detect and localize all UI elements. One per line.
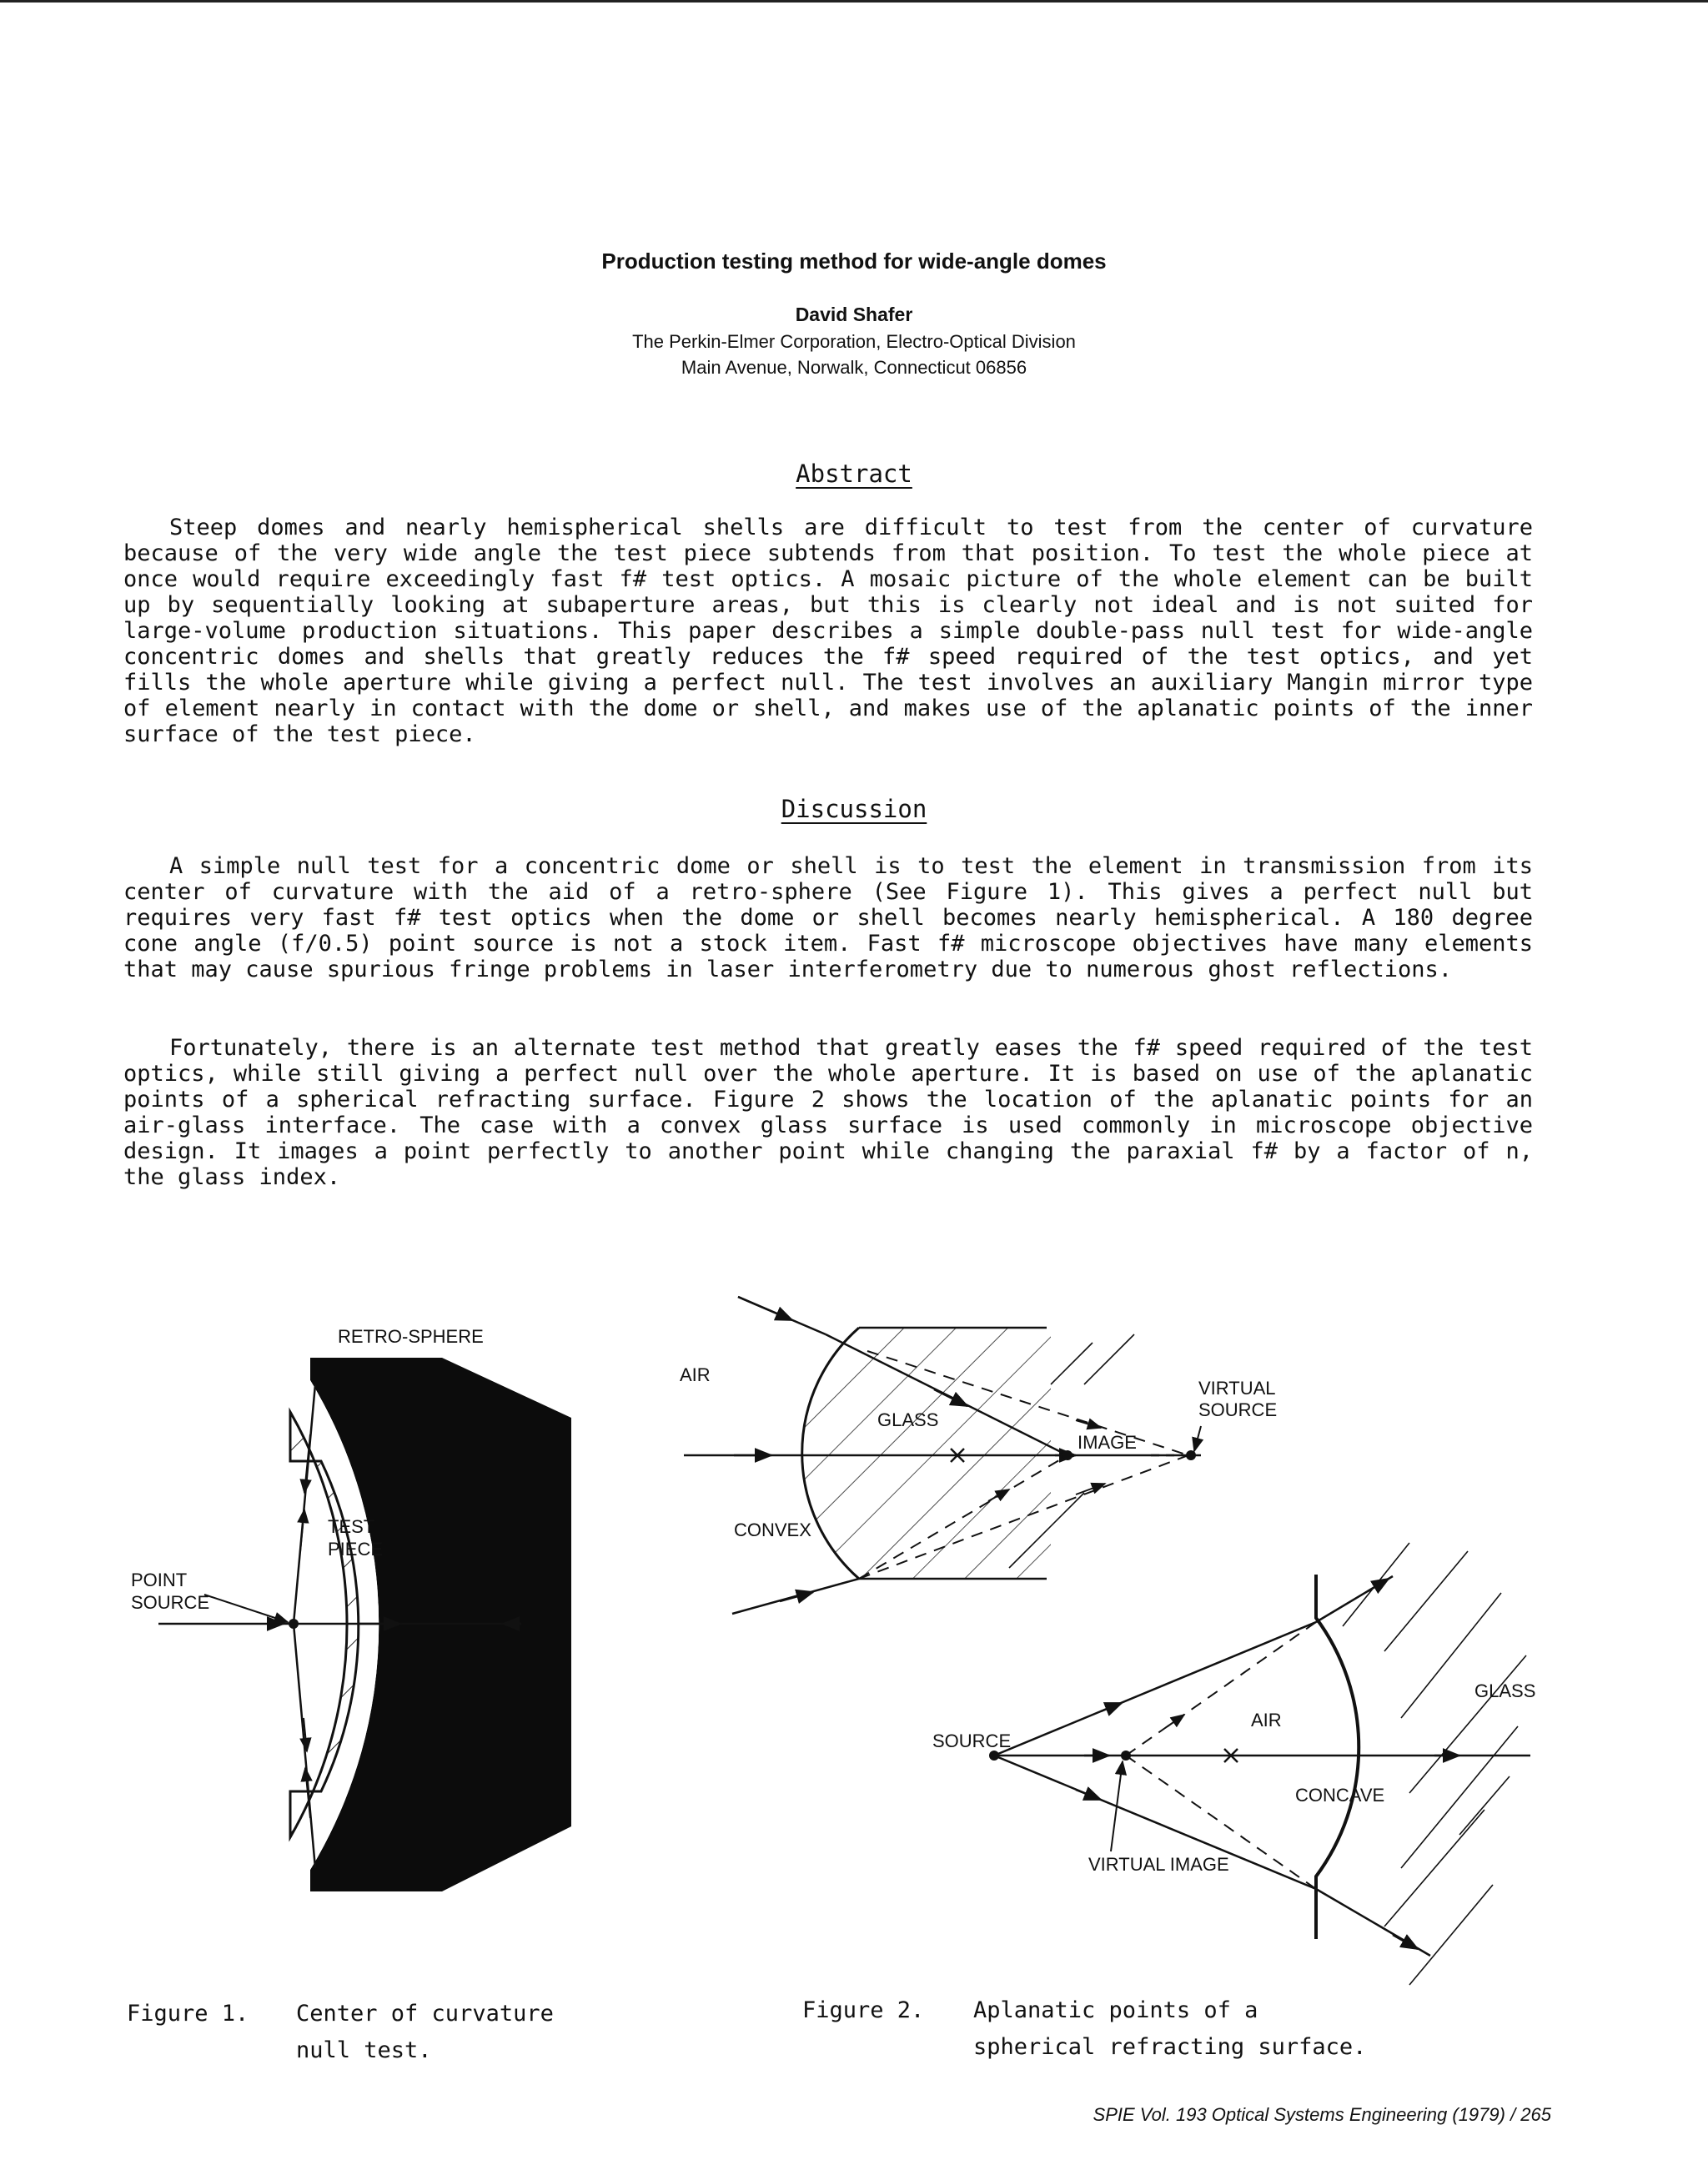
label-test-piece-2: PIECE: [328, 1539, 384, 1560]
label-glass-bottom: GLASS: [1474, 1680, 1536, 1701]
affiliation-line-1: The Perkin-Elmer Corporation, Electro-Optical Division: [632, 331, 1076, 352]
label-convex: CONVEX: [734, 1520, 811, 1540]
discussion-heading: Discussion: [781, 795, 927, 823]
label-image: IMAGE: [1078, 1432, 1137, 1453]
abstract-paragraph: Steep domes and nearly hemispherical shells are difficult to test from the center of curvature because of the very wide angle the test piece subtends from that position. To test the whole piece at once would require exceedingly fast f# test optics. A mosaic picture of the whole element can be built up by sequentially looking at subaperture areas, but this is clearly not ideal and is not suited for large-volume production situations. This paper describes a simple double-pass null test for wide-angle concentric domes and shells that greatly reduces the f# speed required of the test optics, and yet fills the whole aperture while giving a perfect null. The test involves an auxiliary Mangin mirror type of element nearly in contact with the dome or shell, and makes use of the aplanatic points of the inner surface of the test piece.: [123, 515, 1533, 747]
figure-1-caption-line-1: Center of curvature: [296, 2001, 554, 2027]
discussion-paragraph-1: A simple null test for a concentric dome or shell is to test the element in transmission from its center of curvature with the aid of a retro-sphere (See Figure 1). This gives a perfect null but requires very fast f# test optics when the dome or shell becomes nearly hemispherical. A 180 degree cone angle (f/0.5) point source is not a stock item. Fast f# microscope objectives have many elements that may cause spurious fringe problems in laser interferometry due to numerous ghost reflections.: [123, 853, 1533, 982]
figure-2-convex: [680, 1297, 1277, 1614]
affiliation-line-2: Main Avenue, Norwalk, Connecticut 06856: [681, 357, 1027, 378]
label-virtual-source-1: VIRTUAL: [1198, 1378, 1276, 1399]
page-footer-citation: SPIE Vol. 193 Optical Systems Engineering (1979) / 265: [1093, 2104, 1551, 2125]
figure-2-caption-line-2: spherical refracting surface.: [973, 2034, 1367, 2060]
figure-1-caption-line-2: null test.: [296, 2037, 432, 2063]
label-retro-sphere: RETRO-SPHERE: [338, 1326, 484, 1347]
paper-title: Production testing method for wide-angle domes: [601, 249, 1107, 274]
convex-glass-element: [802, 1328, 1051, 1579]
label-virtual-source-2: SOURCE: [1198, 1399, 1278, 1420]
label-point-source-1: POINT: [131, 1570, 188, 1590]
figure-2-caption-label: Figure 2.: [802, 1997, 925, 2023]
abstract-heading: Abstract: [796, 460, 912, 488]
figure-1: [131, 1326, 571, 1891]
label-test-piece-1: TEST: [328, 1516, 375, 1537]
label-air-bottom: AIR: [1251, 1710, 1282, 1731]
author-name: David Shafer: [795, 304, 913, 325]
label-glass-top: GLASS: [877, 1409, 939, 1430]
label-virtual-image: VIRTUAL IMAGE: [1088, 1854, 1229, 1875]
concave-surface: [1316, 1575, 1359, 1939]
label-concave: CONCAVE: [1295, 1785, 1385, 1806]
figure-1-caption-label: Figure 1.: [127, 2001, 249, 2027]
figure-2-caption-line-1: Aplanatic points of a: [973, 1997, 1258, 2023]
label-air-top: AIR: [680, 1364, 711, 1385]
label-source: SOURCE: [932, 1731, 1012, 1751]
discussion-paragraph-2: Fortunately, there is an alternate test method that greatly eases the f# speed required of the test optics, while still giving a perfect null over the whole aperture. It is based on use of the aplanatic points of a spherical refracting surface. Figure 2 shows the location of the aplanatic points for an air-glass interface. The case with a convex glass surface is used commonly in microscope objective design. It images a point perfectly to another point while changing the paraxial f# by a factor of n, the glass index.: [123, 1035, 1533, 1190]
figure-2-concave: [932, 1543, 1535, 1985]
label-point-source-2: SOURCE: [131, 1592, 210, 1613]
